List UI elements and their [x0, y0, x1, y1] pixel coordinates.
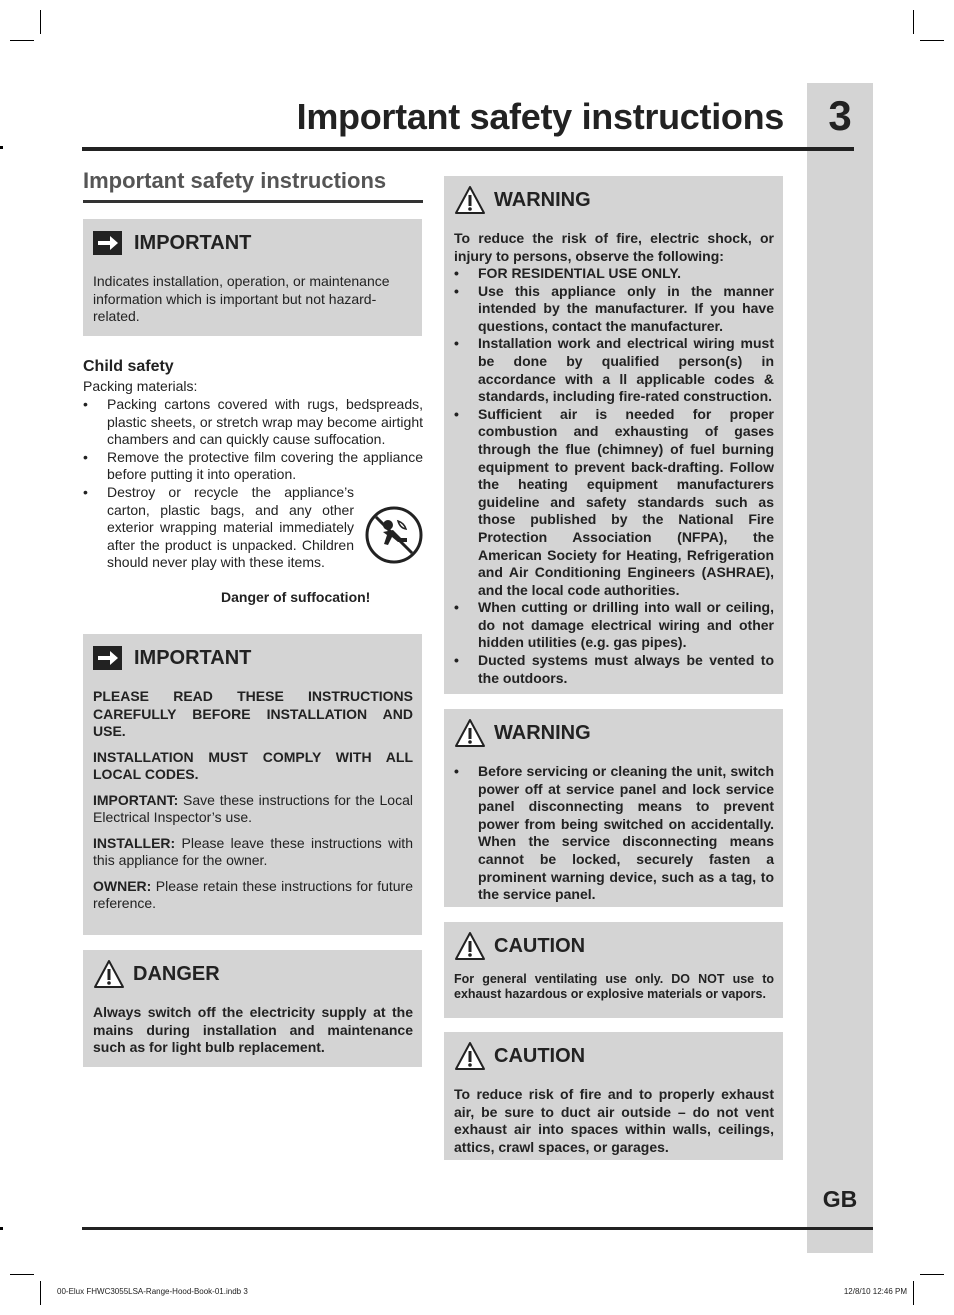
owner-note: OWNER: Please retain these instructions for future reference. — [93, 877, 413, 911]
read-instructions-text: PLEASE READ THESE INSTRUCTIONS CAREFULLY BEFORE INSTALLATION AND USE. — [93, 688, 413, 739]
warning-box — [444, 176, 783, 694]
important-note: IMPORTANT: Save these instructions for the Local Electrical Inspector’s use. — [93, 791, 413, 825]
important-instructions-box — [83, 634, 422, 935]
footer-date-info: 12/8/10 12:46 PM — [843, 1287, 907, 1296]
page-title: Important safety instructions — [296, 96, 784, 137]
warning-box-header — [454, 719, 774, 747]
comply-codes-text: INSTALLATION MUST COMPLY WITH ALL LOCAL CODES. — [93, 748, 413, 782]
caution-exhaust-box — [444, 1032, 783, 1160]
crop-mark — [913, 10, 914, 34]
important-heading: IMPORTANT — [134, 646, 252, 669]
crop-mark — [0, 146, 3, 149]
chapter-number: 3 — [828, 92, 852, 139]
list-item-text: • Destroy or recycle the appliance’s carton, plastic bags, and any other exterior wrapping material immediately after the product is unpacked. Children should never play with these items. — [107, 483, 354, 571]
installer-note: INSTALLER: Please leave these instructions with this appliance for the owner. — [93, 834, 413, 868]
list-item: • Remove the protective film covering the appliance before putting it into operation. — [83, 449, 423, 484]
important-text: Indicates installation, operation, or maintenance information which is important but not hazard-related. — [93, 273, 390, 324]
crop-mark — [40, 1281, 41, 1305]
important-heading: IMPORTANT — [134, 231, 252, 254]
list-item: • Installation work and electrical wiring must be done by qualified person(s) in accordance with a ll applicable codes & standards, including fire-rated construction. — [454, 335, 774, 405]
packing-materials-label: Packing materials: — [83, 378, 198, 394]
child-safety-heading: Child safety — [83, 358, 174, 375]
caution-text: For general ventilating use only. DO NOT use to exhaust hazardous or explosive materials or vapors. — [454, 972, 774, 1001]
warning-triangle-icon — [454, 931, 486, 961]
caution-box-header — [454, 1042, 774, 1070]
bottom-rule — [82, 1227, 873, 1230]
warning-triangle-icon — [454, 185, 486, 215]
arrow-right-icon — [93, 231, 122, 255]
warning-heading: WARNING — [494, 721, 591, 744]
warning-triangle-icon — [93, 959, 125, 989]
crop-mark — [0, 1227, 3, 1230]
list-item: • Sufficient air is needed for proper combustion and exhausting of gases through the flue (chimney) of fuel burning equipment to prevent back-drafting. Follow the heating equipment manufacturers guideline and safety standards such as those published by the National Fire Protection Association (NFPA), the American Society for Heating, Refrigeration and Air Conditioning Engineers (ASHRAE), and the local code authorities. — [454, 406, 774, 600]
warning-triangle-icon — [454, 718, 486, 748]
caution-text: To reduce risk of fire and to properly exhaust air, be sure to duct air outside – do not vent exhaust air into spaces within walls, ceilings, attics, crawl spaces, or garages. — [454, 1086, 774, 1155]
list-item: • Packing cartons covered with rugs, bedspreads, plastic sheets, or stretch wrap may become airtight chambers and can quickly cause suffocation. — [83, 396, 423, 449]
danger-of-suffocation-line: Danger of suffocation! — [221, 589, 371, 605]
danger-box-header — [93, 960, 413, 988]
list-item: • FOR RESIDENTIAL USE ONLY. — [454, 265, 774, 283]
crop-mark — [920, 1274, 944, 1275]
caution-heading: CAUTION — [494, 1044, 586, 1067]
warning-box-header — [454, 186, 774, 214]
danger-text: Always switch off the electricity supply at the mains during installation and maintenance such as for light bulb replacement. — [93, 1004, 413, 1055]
chapter-side-tab — [807, 83, 873, 1253]
language-code: GB — [822, 1186, 858, 1212]
warning-servicing-box — [444, 709, 783, 907]
important-box — [83, 219, 422, 336]
crop-mark — [920, 40, 944, 41]
arrow-right-icon — [93, 646, 122, 670]
crop-mark — [40, 10, 41, 34]
list-item: • When cutting or drilling into wall or ceiling, do not damage electrical wiring and other hidden utilities (e.g. gas pipes). — [454, 599, 774, 652]
list-item: • Ducted systems must always be vented to the outdoors. — [454, 652, 774, 687]
section-rule — [83, 200, 423, 203]
warning-intro: To reduce the risk of fire, electric shock, or injury to persons, observe the following: — [454, 230, 774, 264]
danger-heading: DANGER — [133, 962, 220, 985]
list-item: • Use this appliance only in the manner intended by the manufacturer. If you have questions, contact the manufacturer. — [454, 283, 774, 336]
caution-heading: CAUTION — [494, 934, 586, 957]
crop-mark — [10, 1274, 34, 1275]
list-item: • Before servicing or cleaning the unit, switch power off at service panel and lock service panel disconnecting means to prevent power from being switched on accidentally. When the service disconnecting means cannot be locked, securely fasten a prominent warning device, such as a tag, to the service panel. — [454, 763, 774, 904]
section-title: Important safety instructions — [83, 168, 387, 193]
crop-mark — [10, 40, 34, 41]
caution-box — [444, 922, 783, 1018]
warning-heading: WARNING — [494, 188, 591, 211]
no-child-play-icon — [364, 505, 424, 565]
important-box-header — [93, 644, 413, 672]
title-rule — [82, 147, 854, 151]
caution-box-header — [454, 932, 774, 960]
footer-file-info: 00-Elux FHWC3055LSA-Range-Hood-Book-01.indb 3 — [57, 1287, 248, 1296]
important-box-header — [93, 229, 413, 257]
warning-list — [454, 265, 774, 687]
warning-list — [454, 763, 774, 904]
warning-triangle-icon — [454, 1041, 486, 1071]
danger-box — [83, 950, 422, 1067]
crop-mark — [913, 1281, 914, 1305]
